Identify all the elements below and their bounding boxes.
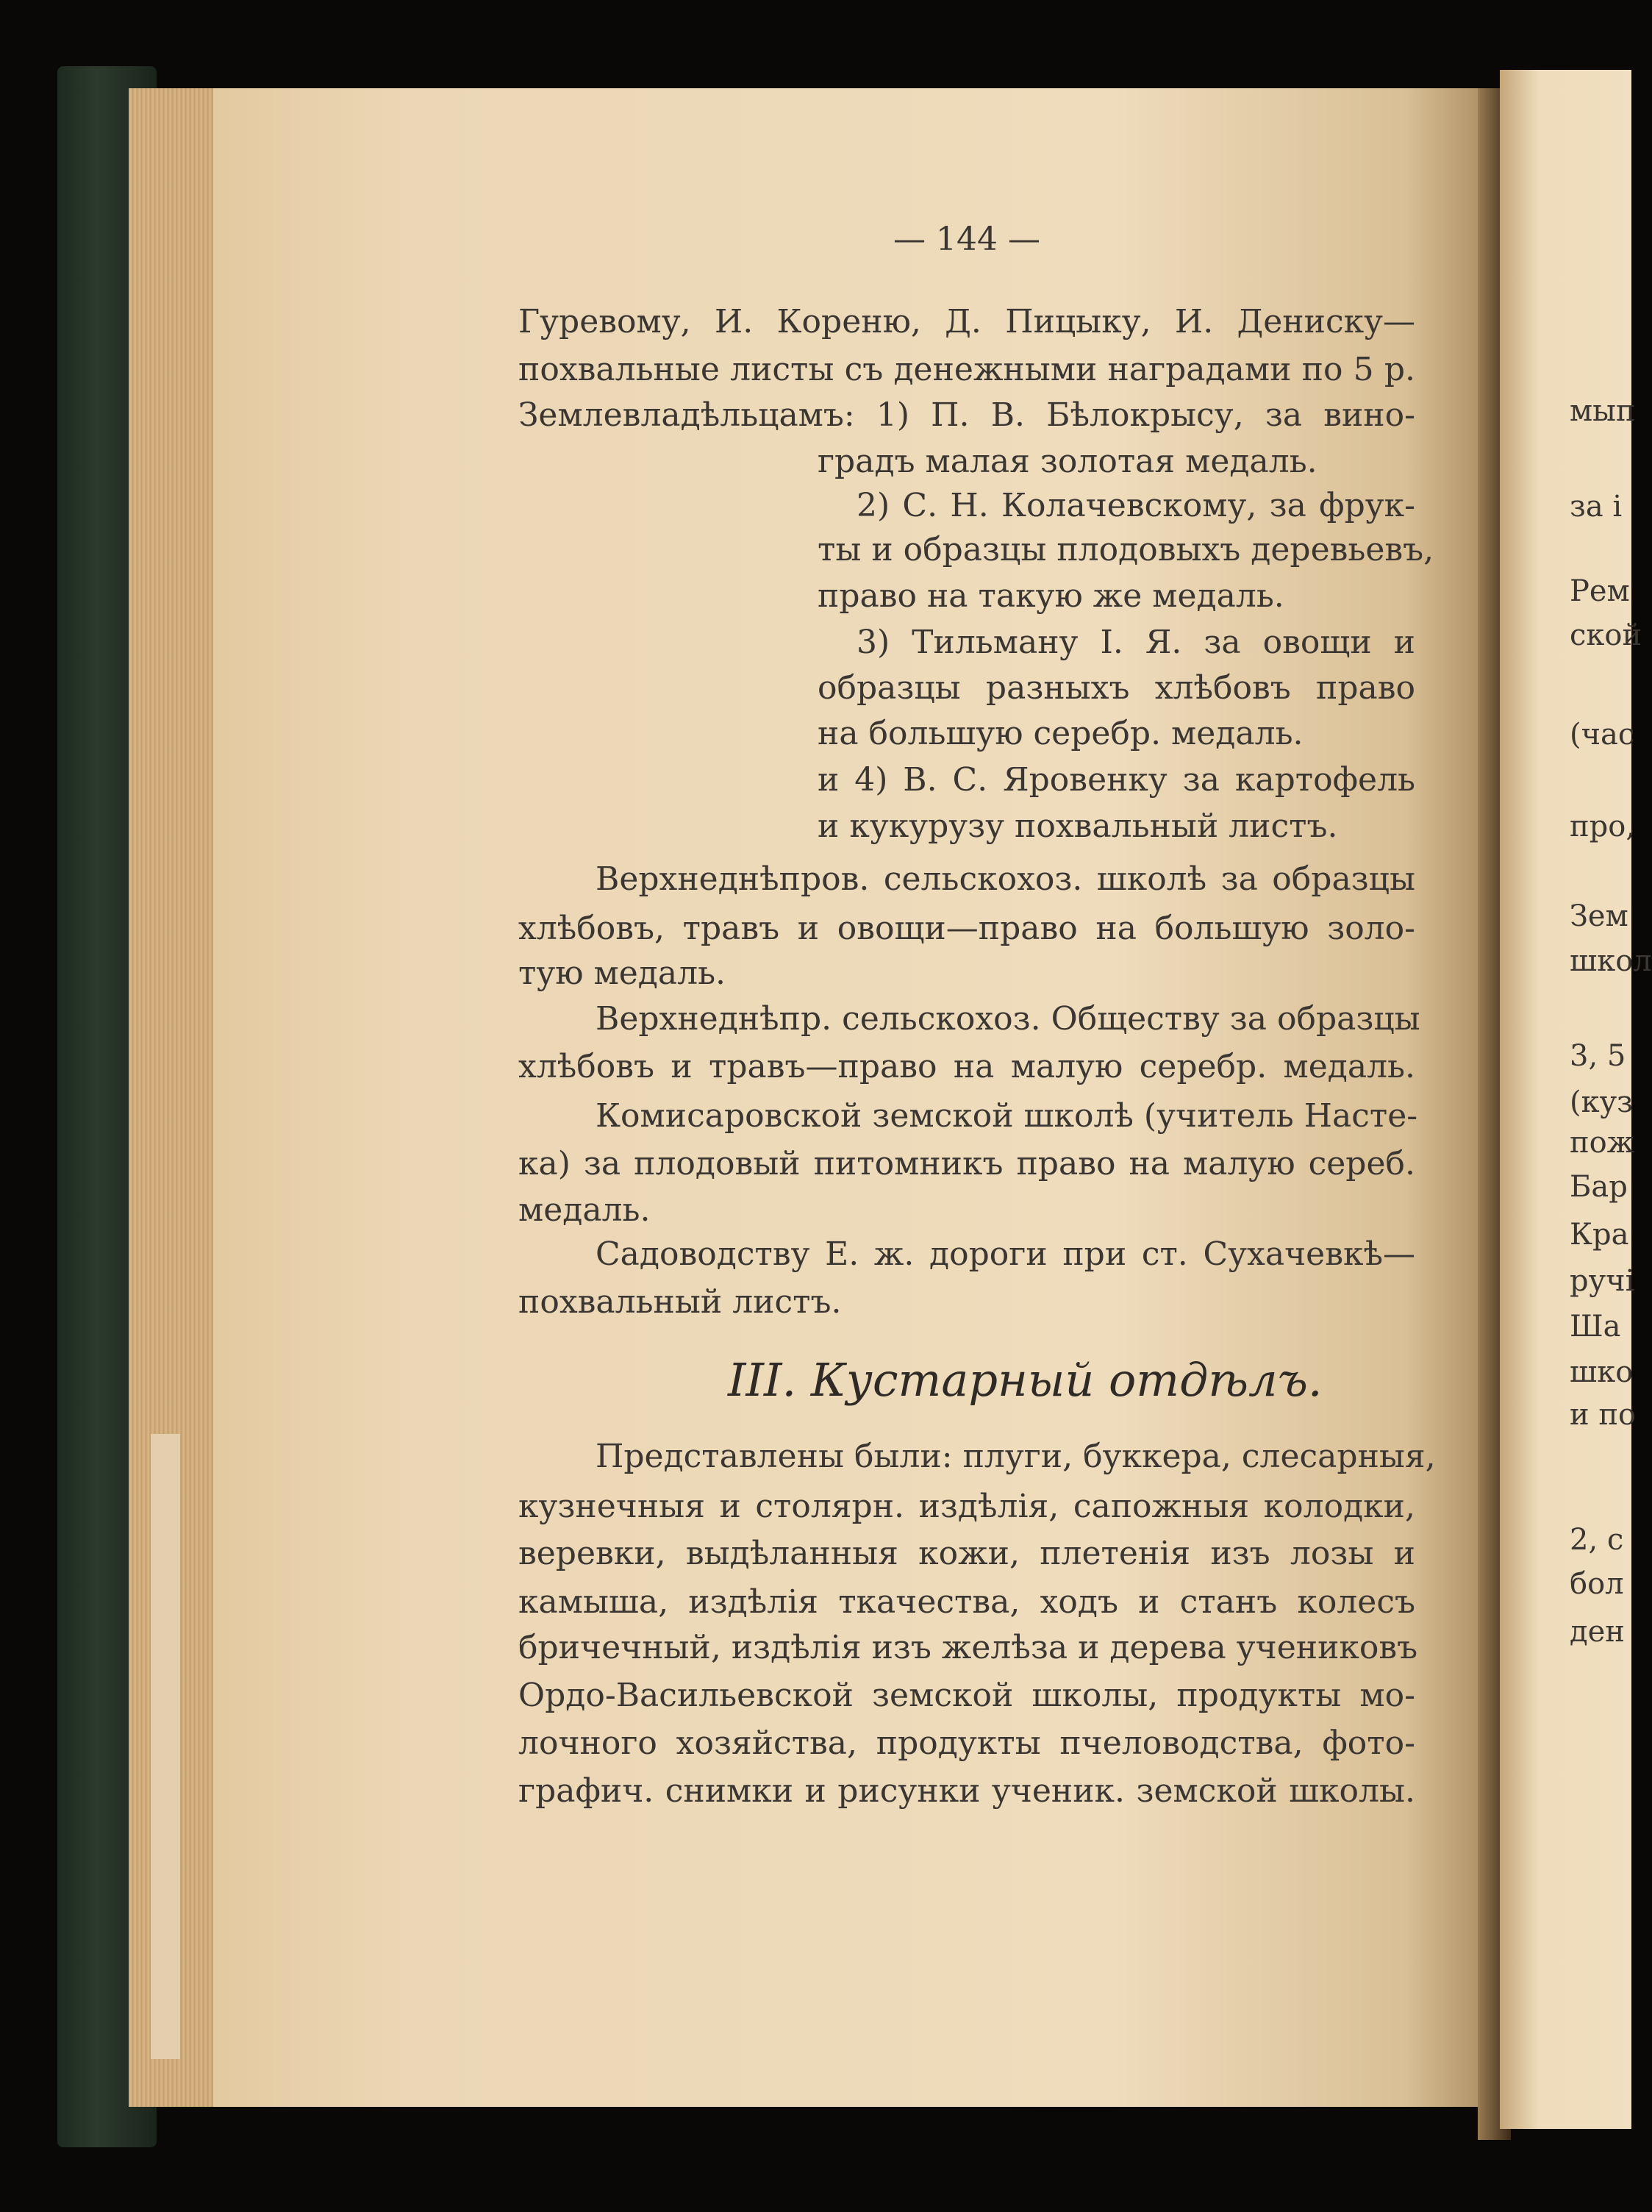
text-line: Комисаровской земской школѣ (учитель Насте- [596, 1097, 1418, 1135]
page-edge-strip [151, 1434, 180, 2059]
right-page-fragment: ден [1570, 1615, 1625, 1649]
text-line: 3) Тильману I. Я. за овощи и [857, 624, 1415, 661]
text-line: графич. снимки и рисунки ученик. земской школы. [518, 1772, 1415, 1810]
text-line: Землевладѣльцамъ: 1) П. В. Бѣлокрысу, за вино- [518, 396, 1415, 434]
text-line: градъ малая золотая медаль. [818, 443, 1317, 480]
section-heading: III. Кустарный отдѣлъ. [728, 1353, 1323, 1407]
text-line: похвальные листы съ денежными наградами по 5 р. [518, 351, 1415, 388]
text-line: ты и образцы плодовыхъ деревьевъ, [818, 531, 1434, 568]
text-line: веревки, выдѣланныя кожи, плетенія изъ лозы и [518, 1535, 1415, 1572]
right-page-fragment: Ша [1570, 1310, 1621, 1344]
text-line: Верхнеднѣпр. сельскохоз. Обществу за образцы [596, 1000, 1420, 1038]
text-line: хлѣбовъ и травъ—право на малую серебр. медаль. [518, 1048, 1415, 1085]
text-line: тую медаль. [518, 955, 726, 992]
text-line: на большую серебр. медаль. [818, 715, 1304, 752]
text-line: и 4) В. С. Яровенку за картофель [818, 761, 1415, 799]
right-page-fragment: бол [1570, 1567, 1624, 1601]
right-page-fragment: (час [1570, 718, 1635, 752]
text-line: Садоводству Е. ж. дороги при ст. Сухачевкѣ— [596, 1235, 1415, 1273]
right-page-fragment: ской [1570, 618, 1642, 652]
text-line: медаль. [518, 1191, 651, 1229]
text-line: образцы разныхъ хлѣбовъ право [818, 669, 1415, 707]
text-line: Ордо-Васильевской земской школы, продукты мо- [518, 1677, 1415, 1714]
text-line: Гуревому, И. Кореню, Д. Пицыку, И. Дениску— [518, 303, 1415, 340]
right-page-fragment: ручі [1570, 1264, 1635, 1298]
text-line: камыша, издѣлія ткачества, ходъ и станъ колесъ [518, 1583, 1415, 1621]
right-page-fragment: пож [1570, 1126, 1634, 1160]
text-line: хлѣбовъ, травъ и овощи—право на большую золо- [518, 910, 1415, 947]
text-line: лочного хозяйства, продукты пчеловодства, фото- [518, 1724, 1415, 1762]
right-page-fragment: (куз [1570, 1085, 1633, 1119]
right-page-fragment: и по [1570, 1398, 1637, 1432]
right-page-fragment: 2, с [1570, 1523, 1624, 1557]
right-page-fragment: Рем [1570, 574, 1630, 608]
right-page-fragment: Кра [1570, 1218, 1629, 1252]
right-page-fragment: школ [1570, 944, 1652, 978]
text-line: Верхнеднѣпров. сельскохоз. школѣ за образцы [596, 860, 1415, 898]
right-page-fragment: Бар [1570, 1170, 1628, 1204]
page-number: — 144 — [893, 221, 1040, 258]
text-line: похвальный листъ. [518, 1283, 842, 1321]
text-line: право на такую же медаль. [818, 577, 1284, 615]
text-line: и кукурузу похвальный листъ. [818, 807, 1338, 845]
text-line: Представлены были: плуги, буккера, слесарныя, [596, 1438, 1436, 1475]
right-page-fragment: Зем [1570, 899, 1628, 933]
text-line: 2) С. Н. Колачевскому, за фрук- [857, 487, 1415, 524]
right-page-fragment: 3, 5 [1570, 1039, 1626, 1073]
text-line: ка) за плодовый питомникъ право на малую сереб. [518, 1145, 1415, 1182]
right-page-fragment: про, [1570, 810, 1636, 843]
right-page-fragment: мып [1570, 394, 1636, 428]
right-page-fragment: шко [1570, 1355, 1634, 1389]
right-page-fragment: за і [1570, 490, 1623, 524]
text-line: кузнечныя и столярн. издѣлія, сапожныя колодки, [518, 1488, 1415, 1525]
text-line: бричечный, издѣлія изъ желѣза и дерева учениковъ [518, 1629, 1418, 1666]
